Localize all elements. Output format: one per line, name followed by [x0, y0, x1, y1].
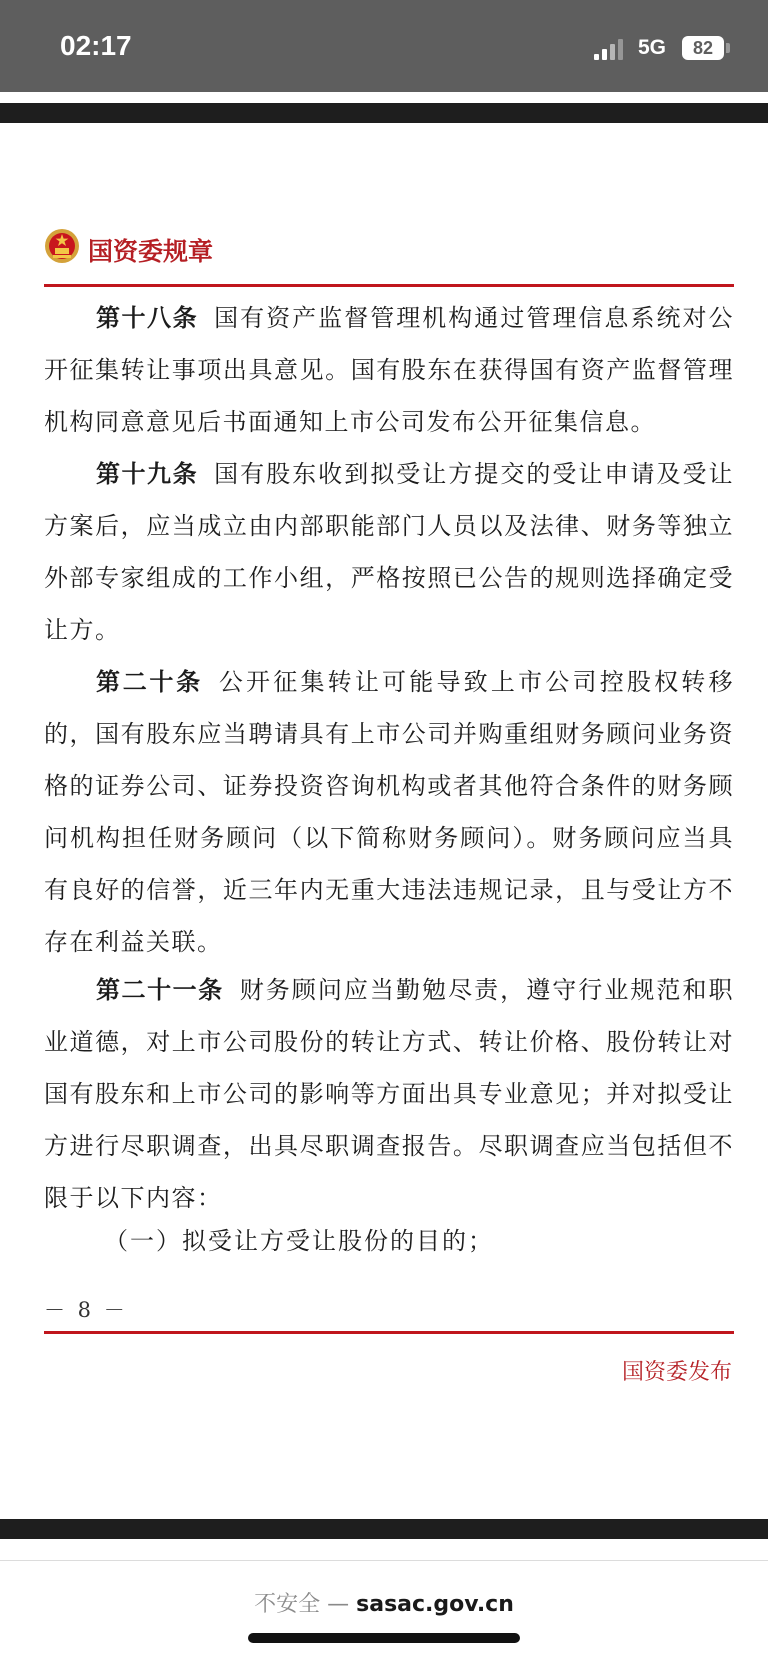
home-indicator[interactable] [248, 1633, 520, 1643]
article-number: 第二十条 [96, 668, 203, 696]
article-text: 国有股东收到拟受让方提交的受让申请及受让方案后，应当成立由内部职能部门人员以及法律、财务等独立外部专家组成的工作小组，严格按照已公告的规则选择确定受让方。 [44, 460, 735, 644]
national-emblem-icon [44, 228, 80, 264]
viewer-bottom-band [0, 1519, 768, 1539]
header-title: 国资委规章 [88, 237, 214, 266]
network-type: 5G [638, 36, 667, 59]
article-number: 第十八条 [96, 304, 199, 332]
article-number: 第二十一条 [96, 976, 224, 1004]
article-text: 财务顾问应当勤勉尽责，遵守行业规范和职业道德，对上市公司股份的转让方式、转让价格、股份转让对国有股东和上市公司的影响等方面出具专业意见；并对拟受让方进行尽职调查，出具尽职调查报告。尽职调查应当包括但不限于以下内容： [44, 976, 734, 1212]
footer-rule [44, 1331, 734, 1334]
url-separator: — [327, 1592, 350, 1617]
viewer-top-band [0, 103, 768, 123]
status-bar [0, 0, 768, 92]
article-text: 公开征集转让可能导致上市公司控股权转移的，国有股东应当聘请具有上市公司并购重组财务顾问业务资格的证券公司、证券投资咨询机构或者其他符合条件的财务顾问机构担任财务顾问（以下简称财务顾问）。财务顾问应当具有良好的信誉，近三年内无重大违法违规记录，且与受让方不存在利益关联。 [44, 668, 735, 956]
article-19 [44, 448, 734, 656]
url-domain[interactable]: sasac.gov.cn [356, 1592, 514, 1617]
article-number: 第十九条 [96, 460, 199, 488]
signal-icon [594, 38, 626, 62]
security-label: 不安全 [254, 1592, 321, 1617]
article-text: 国有资产监督管理机构通过管理信息系统对公开征集转让事项出具意见。国有股东在获得国有资产监督管理机构同意意见后书面通知上市公司发布公开征集信息。 [44, 304, 735, 436]
article-18 [44, 292, 734, 448]
url-bar[interactable] [0, 1560, 768, 1663]
header-rule [44, 284, 734, 287]
page-number: － 8 － [44, 1298, 128, 1322]
clause-item: （一）拟受让方受让股份的目的； [104, 1227, 494, 1255]
battery-icon: 82 [682, 36, 724, 60]
article-21 [44, 964, 734, 1224]
article-20 [44, 656, 734, 968]
publisher-label: 国资委发布 [621, 1360, 732, 1385]
status-time: 02:17 [60, 30, 132, 61]
battery-cap [726, 43, 730, 53]
url-text[interactable] [0, 1587, 768, 1618]
